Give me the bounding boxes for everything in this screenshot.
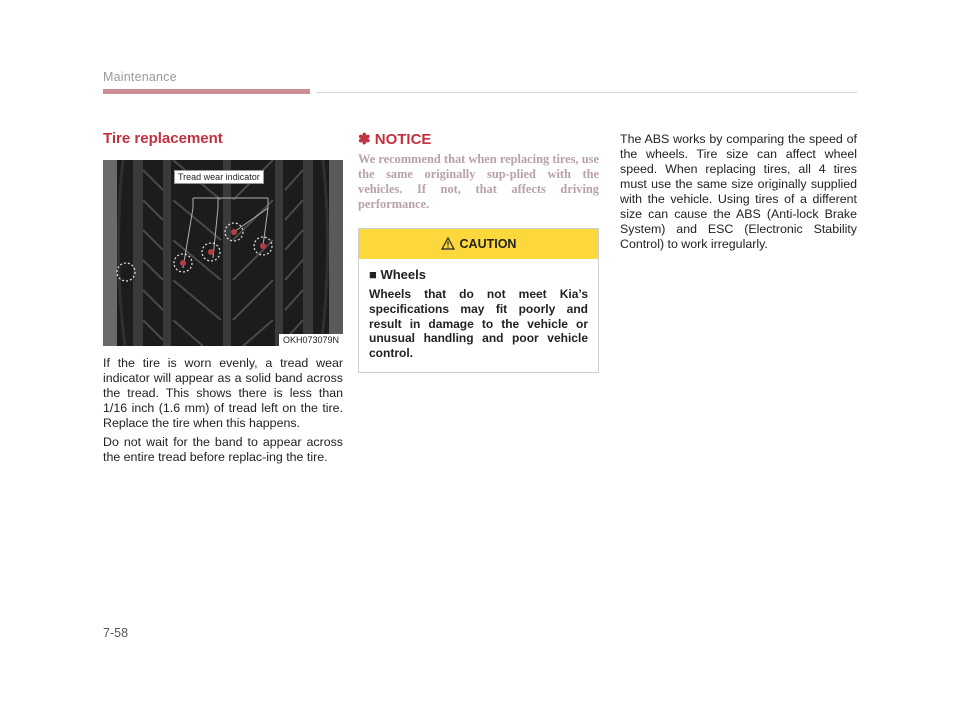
left-column (103, 128, 343, 465)
header-title: Maintenance (103, 70, 177, 84)
warning-triangle-icon (441, 231, 455, 261)
header-rule (316, 92, 857, 93)
paragraph-abs: The ABS works by comparing the speed of the wheels. Tire size can affect wheel speed. When replacing tires, all 4 tires must use the same size originally supplied with the vehicle. Using tires of a different size can cause the ABS (Anti-lock Brake System) and ESC (Electronic Stability Control) to work irregularly. (620, 132, 857, 251)
middle-column (358, 130, 599, 373)
figure-code: OKH073079N (279, 334, 343, 346)
header-accent-bar (103, 89, 310, 94)
tire-illustration (103, 160, 343, 346)
caution-box (358, 228, 599, 373)
wheels-heading: ■ Wheels (369, 267, 426, 282)
notice-title: ✽ NOTICE (358, 131, 432, 148)
wheels-text: Wheels that do not meet Kia’s specifications may fit poorly and result in damage to the vehicle or unusual handling and poor vehicle control. (369, 287, 588, 361)
caution-body (359, 259, 598, 372)
page-number: 7-58 (103, 626, 129, 640)
caution-label: CAUTION (459, 237, 517, 251)
caution-header (359, 229, 598, 259)
figure-label: Tread wear indicator (174, 170, 264, 184)
section-title: Tire replacement (103, 130, 223, 147)
paragraph-tread-wear: If the tire is worn evenly, a tread wear indicator will appear as a solid band across the tread. This shows there is less than 1/16 inch (1.6 mm) of tread left on the tire. Replace the tire when this happens. (103, 356, 343, 430)
paragraph-replace-timing: Do not wait for the band to appear across the entire tread before replac-ing the tire. (103, 435, 343, 464)
right-column (620, 132, 857, 252)
notice-text: We recommend that when replacing tires, use the same originally sup-plied with the vehicles. If not, that affects driving performance. (358, 152, 599, 211)
tire-figure (103, 160, 343, 346)
